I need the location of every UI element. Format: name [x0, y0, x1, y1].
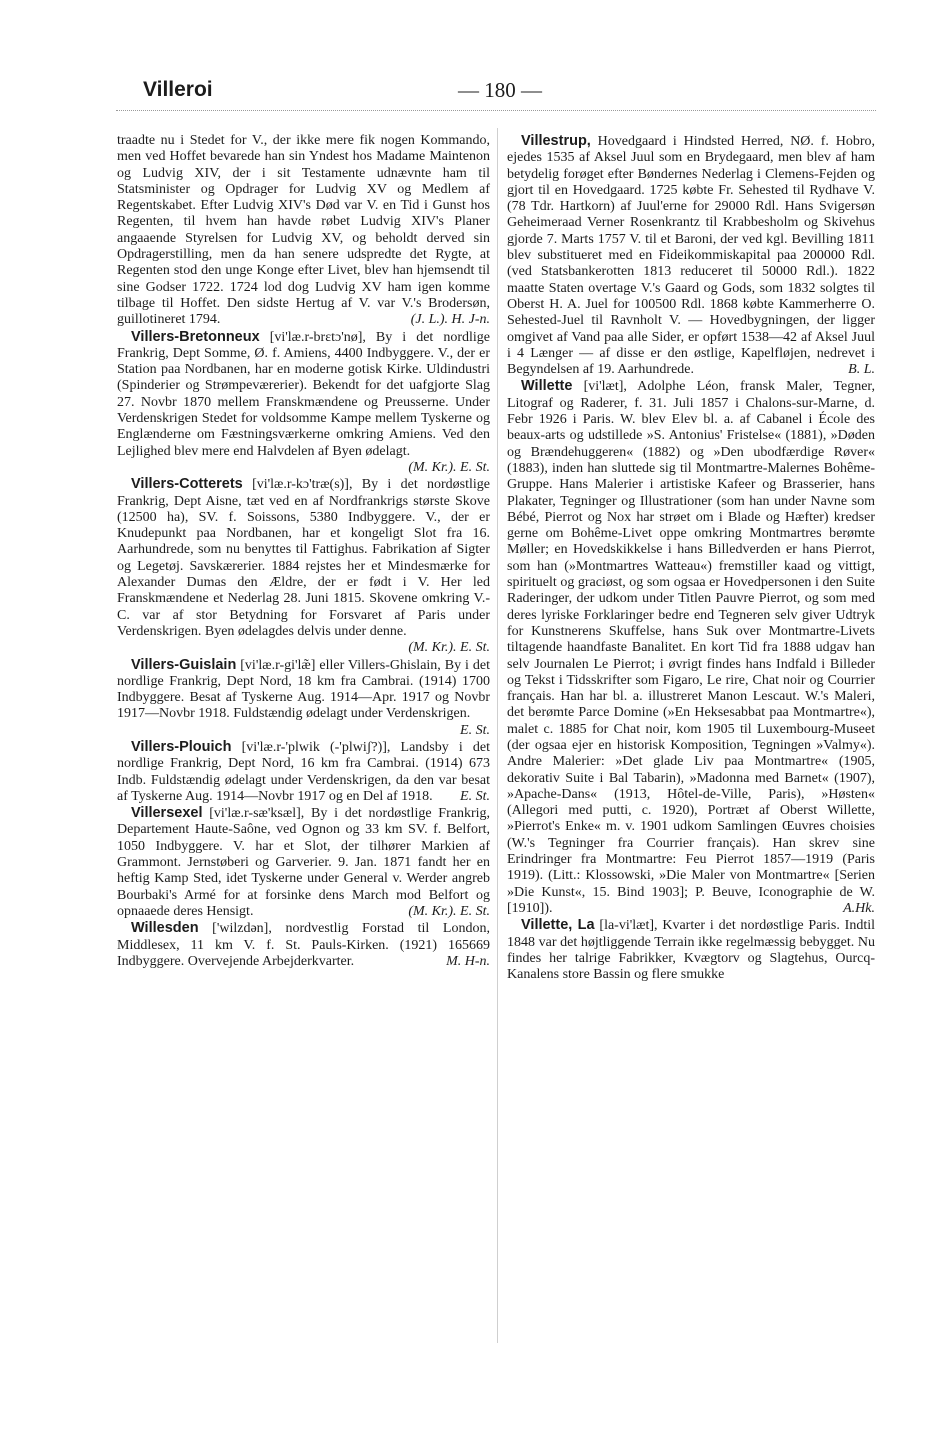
entry-villers-bretonneux: Villers-Bretonneux [vi'læ.r-brɛtɔ'nø], By i det nordlige Frankrig, Dept Somme, Ø. f. Amiens, 4400 Indbyggere. V., der er Station paa Nordbanen, har en moderne gotisk Kirke. Uldindustri (Spinderier og Strømpeværerier). Bekendt for det uafgjorte Slag 27. Novbr 1870 mellem Franskmændene og Preusserne. Under Verdenskrigen Stedet for voldsomme Kampe mellem Tyskerne og Englænderne om Fæstningsværkerne omkring Amiens. Ved den Lejlighed blev mere end Halvdelen af Byen ødelagt. (M. Kr.). E. St.	[117, 328, 490, 475]
entry-author: (J. L.). H. J-n.	[410, 312, 490, 328]
headword: Villers-Guislain	[131, 656, 237, 673]
entry-villers-plouich: Villers-Plouich [vi'læ.r-'plwik (-'plwiʃ?)], Landsby i det nordlige Frankrig, Dept Nord, 16 km fra Cambrai. (1914) 673 Indb. Fuldstændig ødelagt under Verdenskrigen, da den var besat af Tyskerne Aug. 1914—Novbr 1917 og en Del af 1918. E. St.	[117, 738, 490, 804]
entry-author: (M. Kr.). E. St.	[408, 640, 490, 656]
entry-willesden: Willesden ['wilzdən], nordvestlig Forstad til London, Middlesex, 11 km V. f. St. Pauls-Kirken. (1921) 165669 Indbyggere. Overvejende Arbejderkvarter. M. H-n.	[117, 920, 490, 969]
entry-villersexel: Villersexel [vi'læ.r-sæ'ksæl], By i det nordøstlige Frankrig, Departement Haute-Saône, ved Ognon og 33 km SV. f. Belfort, 1050 Indbyggere. V. har et Slot, der tilhører Markien af Grammont. Jernstøberi og Garverier. 9. Jan. 1871 fandt her en heftig Kamp Sted, idet Tyskerne under General v. Werder angreb Bourbaki's Armé for at forsinke dens March mod Belfort og opnaaede deres Hensigt. (M. Kr.). E. St.	[117, 805, 491, 919]
headword: Villestrup,	[521, 133, 591, 149]
entry-villers-cotterets: Villers-Cotterets [vi'læ.r-kɔ'træ(s)], By i det nordøstlige Frankrig, Dept Aisne, tæt ved en af Nordfrankrigs største Skove (12500 ha), SV. f. Soissons, 5380 Indbyggere. V., der er Knudepunkt paa Nordbanen, har et kongeligt Slot fra 16. Aarhundrede, som nu benyttes til Fattighus. Fabrikation af Sigter og Legetøj. Savskærerier. 1884 rejstes her et Mindesmærke for Alexander Dumas den Ældre, der er født i V. Her led Franskmændene et Nederlag 28. Juni 1815. Skovene omkring V.-C. var af stor Betydning for Forsvaret af Paris under Verdenskrigen. Byen ødelagdes delvis under denne. (M. Kr.). E. St.	[117, 476, 491, 656]
headword: Villersexel	[131, 805, 203, 822]
entry-villers-guislain: Villers-Guislain [vi'læ.r-gi'læ̃] eller Villers-Ghislain, By i det nordlige Frankrig, Dept Nord, 18 km fra Cambrai. (1914) 1700 Indbyggere. Besat af Tyskerne Aug. 1914—Apr. 1917 og Novbr 1917—Novbr 1918. Fuldstændig ødelagt under Verdenskrigen. E. St.	[117, 656, 490, 738]
column-divider	[497, 128, 498, 1343]
entry-author: (M. Kr.). E. St.	[408, 459, 490, 475]
entry-author: E. St.	[460, 788, 490, 804]
entry-author: A.Hk.	[843, 900, 875, 916]
headword: Willette	[521, 378, 573, 395]
running-head: Villeroi	[143, 78, 213, 101]
entry-willette: Willette [vi'læt], Adolphe Léon, fransk Maler, Tegner, Litograf og Raderer, f. 31. Juli 1857 i Chalons-sur-Marne, d. Febr 1926 i Paris. W. blev Elev bl. a. af Cabanel i École des beaux-arts og udstillede »S. Antonius' Fristelse« (1881), »Døden og Brændehuggeren« (1882) og »Den ubodfærdige Røver« (1883), inden han sluttede sig til Montmartre-Malernes Bohême-Gruppe. Hans Malerier i artistiske Kafeer og Brasserier, hans Plakater, Tegninger og Illustrationer (som han under Navne som Bébé, Pierrot og Nox har strøet om i Blade og Hæfter) kredser gerne om Bohême-Livet oppe omkring Montmartres berømte Møller; en Hovedskikkelse i hans Billedverden er hans Pierrot, som han (»Montmartres Watteau«) fremstiller kaad og vittigt, spirituelt og graciøst, og som ogsaa er Hovedpersonen i den Suite Raderinger, der udkom under Titlen Pauvre Pierrot, og som med deres lyriske Forklaringer bedre end Tegneren selv giver Udtryk for Kunstnerens Skuffelse, hans Suk over Montmartre-Livets tiltagende haandfaste Banalitet. En kort Tid fra 1888 udgav han selv Journalen Le Pierrot; i øvrigt findes hans Indfald i Billeder og Tekst i Tidsskrifter som Figaro, Le rire, Chat noir og Courrier français. Han har bl. a. illustreret Manon Lescaut. W.'s Maleri, det berømte Parce Domine (»En Heksesabbat paa Montmartre«), malet c. 1885 for Chat noir, kom 1905 til Luxembourg-Museet (der ogsaa ejer en historisk Komposition, Tegningen »Valmy«). Andre Malerier: »Det glade Liv paa Montmartre« (1905, dekorativ Suite i Bal Tabarin), »Madonna med Barnet« (1907), »Apache-Dans« (1913, Hôtel-de-Ville, Paris), »Høsten« (Allegori med putti, c. 1920), Portræt af Oberst Willette, »Pierrot's Enke« m. v. 1901 udkom Samlingen Œuvres choisies (W.'s Tegninger fra Courrier français). Han skrev sine Erindringer fra Montmartre: Feu Pierrot 1857—1919 (Paris 1919). (Litt.: Klossowski, »Die Maler von Montmartre« [Serien »Die Kunst«, 15. Bind 1903]; P. Beuve, Iconographie de W. [1910]). A.Hk.	[507, 378, 876, 916]
header-rule	[116, 110, 876, 111]
entry-author: M. H-n.	[446, 953, 490, 969]
headword: Villers-Bretonneux	[131, 328, 260, 345]
entry-author: B. L.	[848, 362, 875, 378]
headword: Villette, La	[521, 917, 595, 934]
headword: Willesden	[131, 920, 199, 937]
entry-author: E. St.	[460, 722, 490, 738]
page-header	[0, 76, 928, 108]
headword: Villers-Cotterets	[131, 476, 243, 493]
entry-villeroi-continued: traadte nu i Stedet for V., der ikke mere fik nogen Kommando, men ved Hoffet bevarede han sin Yndest hos Madame Maintenon og Ludvig XIV, der i sit Testamente udnævnte ham til Statsminister og Opdrager for Ludvig XV og Medlem af Regentskabet. Efter Ludvig XIV's Død var V. en Tid i Gunst hos Regenten, til hvem han havde røbet Ludvig XIV's Planer angaaende Styrelsen for Ludvig XV, og beholdt derved sin Opdragerstilling, men da han senere udspredte det Rygte, at Regenten stod den unge Konge efter Livet, blev han hjemsendt til sine Godser 1722. 1724 lod dog Ludvig XV ham igen komme tilbage til Hoffet. Den sidste Hertug af V. var V.'s Brodersøn, guillotineret 1794. (J. L.). H. J-n.	[117, 133, 490, 328]
entry-author: (M. Kr.). E. St.	[408, 903, 490, 919]
page-number: — 180 —	[458, 78, 542, 102]
entry-villestrup: Villestrup, Hovedgaard i Hindsted Herred, NØ. f. Hobro, ejedes 1535 af Aksel Juul som en Brydegaard, men blev af ham betydelig forøget efter Bøndernes Nederlag i Clemens-Fejden og gjort til en Hovedgaard. 1725 købte Fr. Sehested til Rydhave V. (78 Tdr. Hartkorn) af Juul'erne for 29000 Rdl. Hans Svigersøn Geheimeraad Verner Rosenkrantz til Krabbesholm og Skivehus gjorde 7. Marts 1757 V. til et Baroni, der ved kgl. Bevilling 1811 blev substitueret med en Fideikommiskapital paa 200000 Rdl. (ved Statsbankerotten 1813 reduceret til 50000 Rdl.). 1822 maatte Staten overtage V.'s Gaard og Gods, som 1832 solgtes til Oberst H. A. Juel for 100500 Rdl. 1868 købte Kammerherre O. Sehested-Juel til Ravnholt V. — Hovedbygningen, der ligger omgivet af Vand paa alle Sider, er opført 1538—42 af Aksel Juul i 4 Længer — af disse er den østlige, Kapelfløjen, nedrevet i Begyndelsen af 19. Aarhundrede. B. L.	[507, 133, 876, 378]
entry-villette-la: Villette, La [la-vi'læt], Kvarter i det nordøstlige Paris. Indtil 1848 var det højtliggende Terrain ikke regelmæssig bebygget. Nu findes her talrige Fabrikker, Kvægtorv og Slagtehus, Ourcq-Kanalens store Bassin og flere smukke	[507, 917, 875, 983]
left-column	[117, 133, 490, 970]
right-column	[507, 133, 875, 983]
headword: Villers-Plouich	[131, 738, 232, 755]
